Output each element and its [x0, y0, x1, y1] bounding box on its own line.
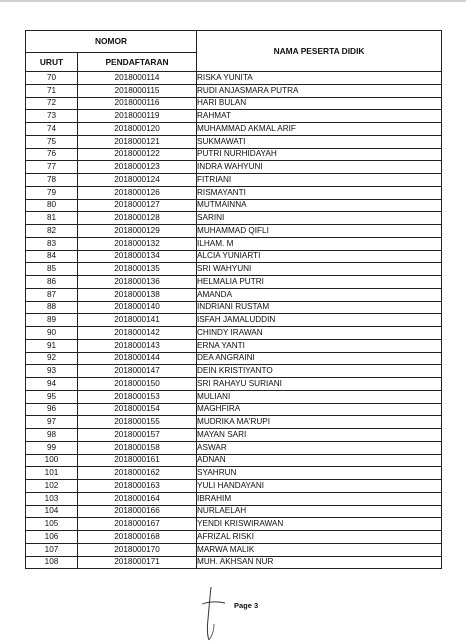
cell-urut: 70 — [26, 72, 78, 85]
cell-urut: 98 — [26, 429, 78, 442]
cell-nama: ERNA YANTI — [197, 339, 442, 352]
cell-nama: CHINDY IRAWAN — [197, 327, 442, 340]
cell-nama: RUDI ANJASMARA PUTRA — [197, 84, 442, 97]
cell-nama: SRI RAHAYU SURIANI — [197, 378, 442, 391]
cell-urut: 87 — [26, 288, 78, 301]
cell-urut: 75 — [26, 135, 78, 148]
cell-pendaftaran: 2018000164 — [78, 492, 197, 505]
cell-nama: YENDI KRISWIRAWAN — [197, 518, 442, 531]
cell-pendaftaran: 2018000154 — [78, 403, 197, 416]
cell-urut: 91 — [26, 339, 78, 352]
cell-pendaftaran: 2018000171 — [78, 556, 197, 569]
cell-pendaftaran: 2018000161 — [78, 454, 197, 467]
cell-pendaftaran: 2018000168 — [78, 531, 197, 544]
table-row — [26, 174, 442, 187]
table-row — [26, 161, 442, 174]
cell-urut: 107 — [26, 543, 78, 556]
cell-nama: PUTRI NURHIDAYAH — [197, 148, 442, 161]
table-row — [26, 110, 442, 123]
table-row — [26, 225, 442, 238]
cell-nama: NURLAELAH — [197, 505, 442, 518]
cell-pendaftaran: 2018000166 — [78, 505, 197, 518]
cell-pendaftaran: 2018000136 — [78, 276, 197, 289]
cell-nama: INDRA WAHYUNI — [197, 161, 442, 174]
table-row — [26, 288, 442, 301]
cell-pendaftaran: 2018000167 — [78, 518, 197, 531]
cell-urut: 76 — [26, 148, 78, 161]
cell-nama: ISFAH JAMALUDDIN — [197, 314, 442, 327]
table-row — [26, 186, 442, 199]
table-row — [26, 263, 442, 276]
cell-urut: 96 — [26, 403, 78, 416]
table-row — [26, 135, 442, 148]
cell-urut: 84 — [26, 250, 78, 263]
cell-nama: INDRIANI RUSTAM — [197, 301, 442, 314]
cell-urut: 88 — [26, 301, 78, 314]
cell-pendaftaran: 2018000116 — [78, 97, 197, 110]
table-row — [26, 556, 442, 569]
cell-urut: 102 — [26, 480, 78, 493]
cell-nama: DEA ANGRAINI — [197, 352, 442, 365]
table-row — [26, 84, 442, 97]
cell-urut: 77 — [26, 161, 78, 174]
cell-pendaftaran: 2018000115 — [78, 84, 197, 97]
header-nomor: NOMOR — [26, 31, 197, 53]
cell-nama: ADNAN — [197, 454, 442, 467]
table-row — [26, 250, 442, 263]
cell-urut: 103 — [26, 492, 78, 505]
header-pendaftaran: PENDAFTARAN — [78, 53, 197, 72]
cell-urut: 80 — [26, 199, 78, 212]
table-row — [26, 72, 442, 85]
table-row — [26, 365, 442, 378]
cell-pendaftaran: 2018000114 — [78, 72, 197, 85]
cell-nama: SRI WAHYUNI — [197, 263, 442, 276]
cell-nama: MUHAMMAD AKMAL ARIF — [197, 123, 442, 136]
table-row — [26, 378, 442, 391]
cell-urut: 89 — [26, 314, 78, 327]
cell-urut: 104 — [26, 505, 78, 518]
cell-pendaftaran: 2018000134 — [78, 250, 197, 263]
cell-nama: RAHMAT — [197, 110, 442, 123]
signature-mark — [198, 586, 228, 641]
cell-nama: SYAHRUN — [197, 467, 442, 480]
table-row — [26, 123, 442, 136]
cell-nama: MAGHFIRA — [197, 403, 442, 416]
cell-urut: 81 — [26, 212, 78, 225]
cell-pendaftaran: 2018000128 — [78, 212, 197, 225]
cell-urut: 108 — [26, 556, 78, 569]
cell-pendaftaran: 2018000163 — [78, 480, 197, 493]
table-row — [26, 327, 442, 340]
cell-nama: DEIN KRISTIYANTO — [197, 365, 442, 378]
table-row — [26, 97, 442, 110]
cell-urut: 78 — [26, 174, 78, 187]
cell-urut: 86 — [26, 276, 78, 289]
cell-nama: ASWAR — [197, 441, 442, 454]
cell-pendaftaran: 2018000127 — [78, 199, 197, 212]
page-number: Page 3 — [234, 601, 259, 610]
cell-pendaftaran: 2018000124 — [78, 174, 197, 187]
table-row — [26, 148, 442, 161]
cell-pendaftaran: 2018000144 — [78, 352, 197, 365]
table-row — [26, 543, 442, 556]
cell-urut: 72 — [26, 97, 78, 110]
cell-pendaftaran: 2018000138 — [78, 288, 197, 301]
cell-nama: ALCIA YUNIARTI — [197, 250, 442, 263]
cell-nama: IBRAHIM — [197, 492, 442, 505]
cell-nama: SARINI — [197, 212, 442, 225]
cell-pendaftaran: 2018000122 — [78, 148, 197, 161]
table-row — [26, 301, 442, 314]
cell-pendaftaran: 2018000143 — [78, 339, 197, 352]
cell-nama: RISMAYANTI — [197, 186, 442, 199]
table-row — [26, 199, 442, 212]
cell-nama: AMANDA — [197, 288, 442, 301]
cell-urut: 106 — [26, 531, 78, 544]
cell-nama: HARI BULAN — [197, 97, 442, 110]
cell-urut: 101 — [26, 467, 78, 480]
header-nama-peserta-didik: NAMA PESERTA DIDIK — [197, 31, 442, 72]
cell-urut: 97 — [26, 416, 78, 429]
cell-nama: MUTMAINNA — [197, 199, 442, 212]
cell-urut: 82 — [26, 225, 78, 238]
cell-pendaftaran: 2018000120 — [78, 123, 197, 136]
cell-urut: 105 — [26, 518, 78, 531]
cell-nama: SUKMAWATI — [197, 135, 442, 148]
cell-urut: 94 — [26, 378, 78, 391]
table-row — [26, 467, 442, 480]
table-row — [26, 454, 442, 467]
student-roster-table — [25, 30, 442, 569]
table-row — [26, 339, 442, 352]
table-row — [26, 314, 442, 327]
cell-urut: 92 — [26, 352, 78, 365]
cell-pendaftaran: 2018000155 — [78, 416, 197, 429]
table-row — [26, 480, 442, 493]
table-row — [26, 403, 442, 416]
cell-pendaftaran: 2018000132 — [78, 237, 197, 250]
cell-urut: 85 — [26, 263, 78, 276]
page-top-edge — [0, 0, 466, 2]
cell-urut: 74 — [26, 123, 78, 136]
cell-pendaftaran: 2018000126 — [78, 186, 197, 199]
table-row — [26, 531, 442, 544]
cell-nama: AFRIZAL RISKI — [197, 531, 442, 544]
cell-urut: 100 — [26, 454, 78, 467]
cell-nama: MARWA MALIK — [197, 543, 442, 556]
cell-pendaftaran: 2018000162 — [78, 467, 197, 480]
table-row — [26, 276, 442, 289]
cell-pendaftaran: 2018000158 — [78, 441, 197, 454]
cell-nama: MUH. AKHSAN NUR — [197, 556, 442, 569]
table-row — [26, 429, 442, 442]
table-row — [26, 441, 442, 454]
table-row — [26, 492, 442, 505]
cell-nama: RISKA YUNITA — [197, 72, 442, 85]
cell-nama: FITRIANI — [197, 174, 442, 187]
table-row — [26, 237, 442, 250]
table-row — [26, 505, 442, 518]
cell-pendaftaran: 2018000140 — [78, 301, 197, 314]
cell-nama: MUHAMMAD QIFLI — [197, 225, 442, 238]
cell-urut: 73 — [26, 110, 78, 123]
table-row — [26, 352, 442, 365]
cell-pendaftaran: 2018000170 — [78, 543, 197, 556]
cell-nama: MULIANI — [197, 390, 442, 403]
header-urut: URUT — [26, 53, 78, 72]
table-row — [26, 390, 442, 403]
table-body — [26, 72, 442, 569]
table-row — [26, 518, 442, 531]
cell-pendaftaran: 2018000150 — [78, 378, 197, 391]
cell-nama: ILHAM. M — [197, 237, 442, 250]
cell-pendaftaran: 2018000123 — [78, 161, 197, 174]
cell-urut: 95 — [26, 390, 78, 403]
cell-pendaftaran: 2018000129 — [78, 225, 197, 238]
cell-nama: HELMALIA PUTRI — [197, 276, 442, 289]
cell-pendaftaran: 2018000153 — [78, 390, 197, 403]
cell-pendaftaran: 2018000141 — [78, 314, 197, 327]
cell-urut: 99 — [26, 441, 78, 454]
cell-urut: 93 — [26, 365, 78, 378]
cell-pendaftaran: 2018000135 — [78, 263, 197, 276]
cell-urut: 83 — [26, 237, 78, 250]
table-row — [26, 416, 442, 429]
cell-pendaftaran: 2018000119 — [78, 110, 197, 123]
cell-nama: MAYAN SARI — [197, 429, 442, 442]
cell-urut: 71 — [26, 84, 78, 97]
cell-urut: 90 — [26, 327, 78, 340]
cell-pendaftaran: 2018000147 — [78, 365, 197, 378]
cell-pendaftaran: 2018000121 — [78, 135, 197, 148]
cell-nama: MUDRIKA MA'RUPI — [197, 416, 442, 429]
table-row — [26, 212, 442, 225]
table-header — [26, 31, 442, 72]
cell-pendaftaran: 2018000157 — [78, 429, 197, 442]
cell-urut: 79 — [26, 186, 78, 199]
cell-pendaftaran: 2018000142 — [78, 327, 197, 340]
cell-nama: YULI HANDAYANI — [197, 480, 442, 493]
